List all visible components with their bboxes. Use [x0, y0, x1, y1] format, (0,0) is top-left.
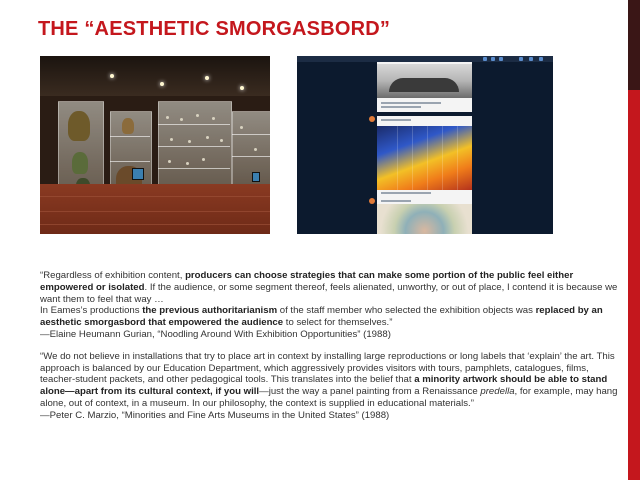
shelf: [158, 146, 230, 147]
ceiling-light: [110, 74, 114, 78]
gallery-floor: [40, 184, 270, 234]
emphasis: a minority artwork should be able to stand alone—apart from its cultural context, if you will: [40, 374, 608, 398]
vase: [72, 152, 88, 174]
text-run: —just the way a panel painting from a Renaissance: [259, 386, 481, 398]
artifact: [168, 160, 171, 163]
artifact: [254, 148, 257, 151]
shelf: [232, 156, 270, 157]
italic-term: predella: [480, 386, 515, 398]
topbar-button: [539, 57, 543, 61]
floor-line: [40, 224, 270, 225]
accent-bar-red: [628, 90, 640, 480]
shelf: [158, 168, 230, 169]
artifact: [188, 140, 191, 143]
emphasis: producers can choose strategies that can make some portion of the public feel either empowered or isolated: [40, 270, 574, 293]
artifact: [170, 138, 173, 141]
artifact: [220, 139, 223, 142]
shelf: [158, 124, 230, 125]
floor-line: [40, 196, 270, 197]
user-avatar: [369, 198, 375, 204]
vase: [68, 111, 90, 141]
ceiling-light: [205, 76, 209, 80]
topbar-button: [491, 57, 495, 61]
display-case: [232, 111, 270, 189]
arch-shadow: [389, 78, 459, 92]
topbar-button: [529, 57, 533, 61]
post-author-line: [381, 119, 411, 121]
text-run: to select for themselves.”: [283, 317, 393, 329]
slide-title: THE “AESTHETIC SMORGASBORD”: [38, 18, 391, 40]
text-run: “Regardless of exhibition content,: [40, 270, 186, 281]
text-run: “We do not believe in installations that try to place art in context by installing large reproductions or long labels that ‘explain’ the art. This approach is balanced by our Education Department, which aggressively provides visitors with tours, pamphlets, catalogues, films, teacher-student packets, and other pedagogical tools. This translates into the belief that: [40, 350, 615, 386]
art-stripe: [397, 126, 398, 190]
art-stripe: [427, 126, 428, 190]
art-stripe: [442, 126, 443, 190]
shelf: [110, 136, 150, 137]
display-case: [158, 101, 232, 195]
artifact: [180, 118, 183, 121]
emphasis: replaced by an aesthetic smorgasbord that empowered the audience: [40, 305, 603, 329]
artifact: [212, 117, 215, 120]
accent-bar-dark: [628, 0, 640, 90]
post-caption-line: [381, 192, 431, 194]
text-run: of the staff member who selected the exhibition objects was: [277, 305, 536, 317]
post-caption-line: [381, 106, 421, 108]
quote-gurian-paragraph-1: [40, 270, 620, 305]
topbar-button: [499, 57, 503, 61]
shelf: [232, 134, 270, 135]
quote-marzio-attribution: —Peter C. Marzio, “Minorities and Fine Arts Museums in the United States” (1988): [40, 409, 390, 421]
shelf: [110, 161, 150, 162]
text-run: , for example, may hang alone, out of context, in a museum. In our philosophy, the context is supplied in educational materials.”: [40, 386, 618, 409]
artifact: [202, 158, 205, 161]
quotes-block: [40, 270, 620, 422]
artifact: [196, 114, 199, 117]
quote-gurian-paragraph-2: [40, 305, 620, 329]
text-run: In Eames’s productions: [40, 305, 143, 317]
museum-gallery-photo: [40, 56, 270, 234]
artifact: [186, 162, 189, 165]
topbar-button: [519, 57, 523, 61]
emphasis: the previous authoritarianism: [142, 305, 278, 317]
art-stripe: [457, 126, 458, 190]
gallery-ceiling: [40, 56, 270, 96]
user-avatar: [369, 116, 375, 122]
post-caption-line: [381, 102, 441, 104]
artifact: [166, 116, 169, 119]
artifact: [206, 136, 209, 139]
ceiling-light: [240, 86, 244, 90]
social-feed-screenshot: [297, 56, 553, 234]
post-image-mosaic: [377, 204, 472, 234]
info-screen: [132, 168, 144, 180]
art-stripe: [412, 126, 413, 190]
text-run: . If the audience, or some segment thereof, feels alienated, unworthy, or out of place, I contend it is because we want them to feel that way …: [40, 281, 618, 305]
info-screen: [252, 172, 260, 182]
post-author-line: [381, 200, 411, 202]
topbar-button: [483, 57, 487, 61]
ceiling-light: [160, 82, 164, 86]
floor-line: [40, 211, 270, 212]
artifact: [240, 126, 243, 129]
vase: [122, 118, 134, 134]
spacer: [40, 341, 620, 351]
quote-gurian-attribution: —Elaine Heumann Gurian, “Noodling Around With Exhibition Opportunities” (1988): [40, 328, 391, 340]
quote-marzio-paragraph: [40, 351, 620, 410]
